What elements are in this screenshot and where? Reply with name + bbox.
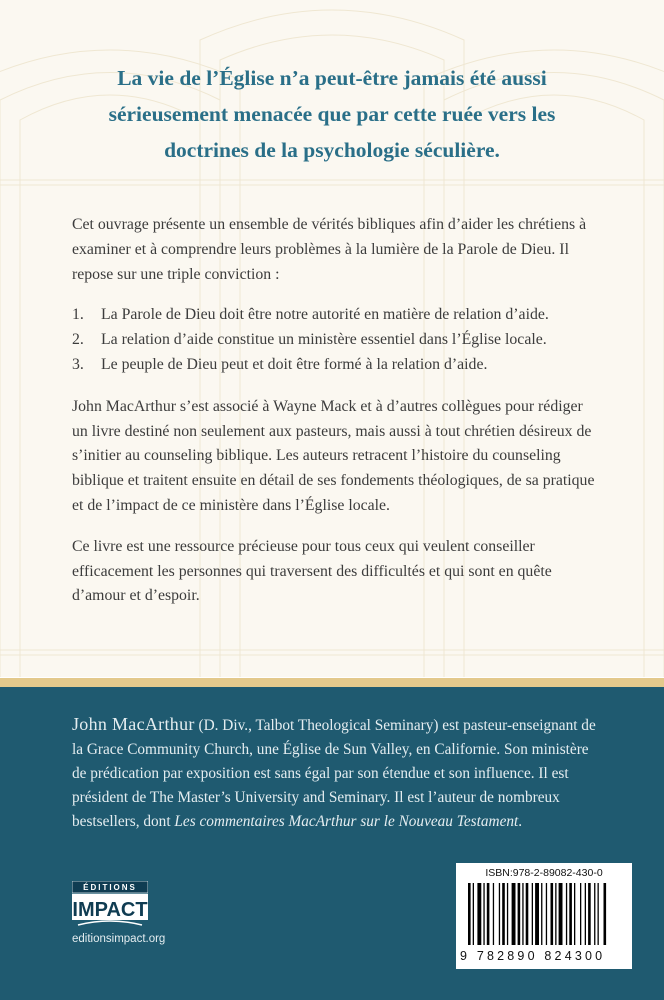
editions-impact-logo	[72, 881, 148, 927]
pull-quote	[60, 60, 604, 168]
closing-paragraph: Ce livre est une ressource précieuse pour tous ceux qui veulent conseiller efficacement les personnes qui traversent des difficultés et qui sont en quête d’amour et d’espoir.	[72, 537, 552, 605]
book-title: Les commentaires MacArthur sur le Nouveau Testament	[174, 813, 519, 830]
list-item	[72, 353, 597, 378]
description-text	[72, 213, 597, 625]
list-number: 1.	[72, 306, 84, 324]
quote-line-1: La vie de l’Église n’a peut-être jamais été aussi	[117, 66, 547, 90]
list-item	[72, 303, 597, 328]
quote-line-3: doctrines de la psychologie séculière.	[164, 138, 500, 162]
barcode-digits: 9 782890 824300	[460, 949, 606, 963]
list-text: La Parole de Dieu doit être notre autorité en matière de relation d’aide.	[101, 306, 549, 324]
list-number: 3.	[72, 355, 84, 373]
list-number: 2.	[72, 331, 84, 349]
list-item	[72, 328, 597, 353]
publisher-website: editionsimpact.org	[72, 933, 166, 945]
logo-impact-text: IMPACT	[72, 899, 148, 921]
author-bio	[72, 712, 602, 834]
bio-end: .	[518, 813, 523, 830]
author-name: John MacArthur	[72, 714, 195, 734]
bio-text: (D. Div., Talbot Theological Seminary) est pasteur-enseignant de la Grace Community Church, une Église de Sun Valley, en Californie. Son ministère de prédication par exposition est sans égal par son étendue et son influence. Il est président de The Master’s University and Seminary. Il est l’auteur de nombreux bestsellers, dont	[72, 717, 596, 830]
isbn-label: ISBN:978-2-89082-430-0	[485, 867, 603, 879]
intro-paragraph: Cet ouvrage présente un ensemble de vérités bibliques afin d’aider les chrétiens à examiner et à comprendre leurs problèmes à la lumière de la Parole de Dieu. Il repose sur une triple conviction :	[72, 216, 587, 283]
barcode-bars	[468, 883, 624, 953]
convictions-list	[72, 303, 597, 377]
authors-paragraph: John MacArthur s’est associé à Wayne Mack et à d’autres collègues pour rédiger un livre destiné non seulement aux pasteurs, mais aussi à tout chrétien désireux de s’initier au counseling biblique. Les auteurs retracent l’histoire du counseling biblique et traitent ensuite en détail de ses fondements théologiques, de sa pratique et de l’impact de ce ministère dans l’Église locale.	[72, 397, 595, 514]
list-text: Le peuple de Dieu peut et doit être formé à la relation d’aide.	[101, 355, 488, 373]
logo-editions-text: ÉDITIONS	[83, 883, 137, 892]
isbn-barcode	[456, 863, 632, 969]
list-text: La relation d’aide constitue un ministère essentiel dans l’Église locale.	[101, 331, 547, 349]
quote-line-2: sérieusement menacée que par cette ruée vers les	[108, 102, 556, 126]
author-footer	[0, 687, 664, 1000]
